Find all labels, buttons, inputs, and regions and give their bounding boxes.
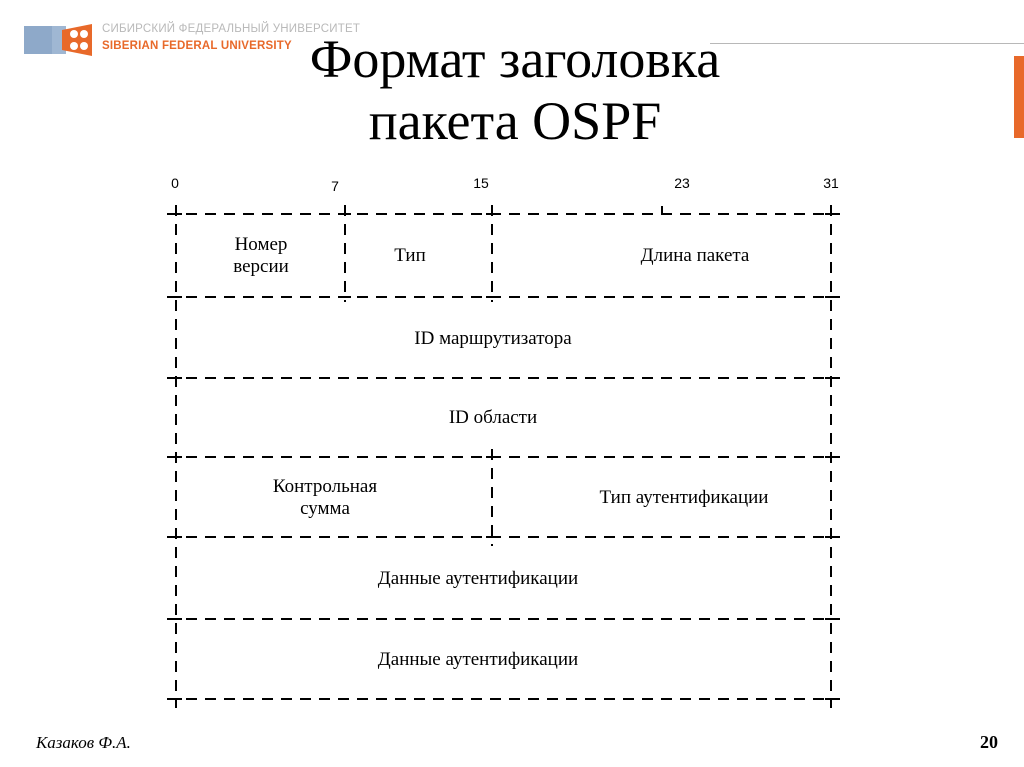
field-area-id: ID области (448, 407, 538, 428)
slide-title: Формат заголовка пакета OSPF (309, 29, 721, 151)
bit-label-31: 31 (823, 175, 839, 191)
field-checksum: Контрольная сумма (272, 476, 378, 519)
field-version: Номер версии (233, 234, 289, 277)
bit-label-7: 7 (331, 178, 339, 194)
bit-label-0: 0 (171, 175, 179, 191)
field-auth-data-1: Данные аутентификации (377, 568, 579, 589)
field-packet-length: Длина пакета (640, 245, 750, 266)
logo-text-english: SIBERIAN FEDERAL UNIVERSITY (102, 40, 292, 52)
field-type: Тип (394, 245, 426, 266)
bit-label-23: 23 (674, 175, 690, 191)
bit-label-15: 15 (473, 175, 489, 191)
page-number: 20 (980, 732, 998, 752)
logo-text-russian: СИБИРСКИЙ ФЕДЕРАЛЬНЫЙ УНИВЕРСИТЕТ (102, 23, 361, 35)
footer-author: Казаков Ф.А. (36, 733, 131, 752)
field-auth-data-2: Данные аутентификации (377, 649, 579, 670)
field-router-id: ID маршрутизатора (414, 328, 572, 349)
field-auth-type: Тип аутентификации (599, 487, 769, 508)
